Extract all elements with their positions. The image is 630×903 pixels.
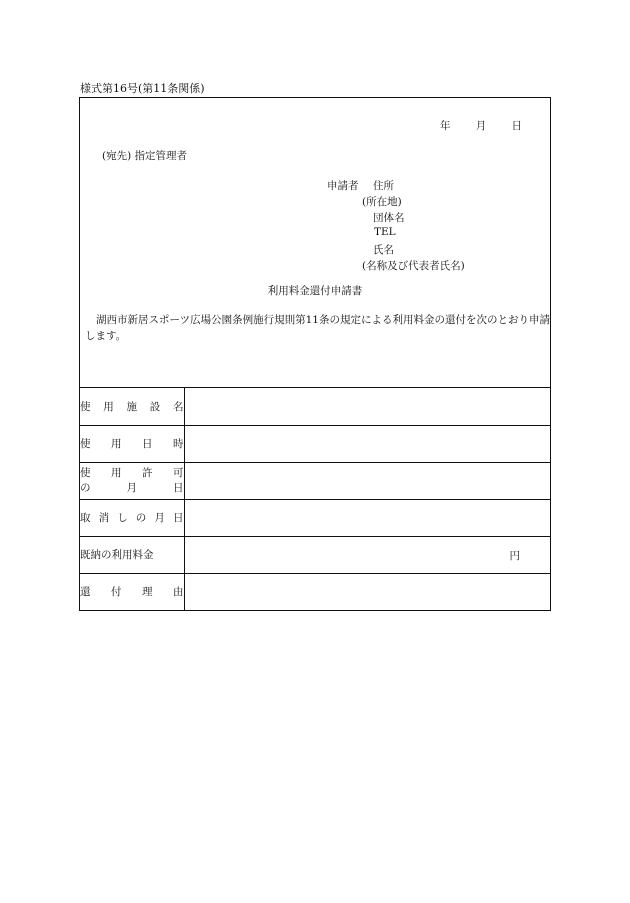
facility-name-label: 使 用 施 設 名 <box>80 388 184 425</box>
application-form <box>79 97 551 611</box>
usage-datetime-field[interactable] <box>184 425 550 462</box>
document-title: 利用料金還付申請書 <box>267 285 363 297</box>
date-day-label: 日 <box>511 120 522 132</box>
applicant-tel-label: TEL <box>374 226 396 238</box>
usage-datetime-label: 使 用 日 時 <box>80 425 184 462</box>
table-row <box>80 425 550 462</box>
permit-date-label: 使 用 許 可 の 月 日 <box>80 462 184 499</box>
addressee: (宛先) 指定管理者 <box>102 150 188 162</box>
items-table <box>80 388 550 610</box>
refund-reason-label: 還 付 理 由 <box>80 573 184 610</box>
form-header-section <box>80 98 550 388</box>
table-row <box>80 536 550 573</box>
applicant-label: 申請者 <box>327 180 359 192</box>
form-number-label: 様式第16号(第11条関係) <box>80 82 205 95</box>
yen-unit-label: 円 <box>509 549 520 562</box>
applicant-address-label: 住所 <box>373 180 394 192</box>
applicant-name-label: 氏名 <box>373 244 394 256</box>
date-line <box>440 118 522 133</box>
table-row <box>80 462 550 499</box>
applicant-group-name-label: 団体名 <box>373 212 405 224</box>
cancellation-date-field[interactable] <box>184 499 550 536</box>
paid-fee-field[interactable] <box>184 536 550 573</box>
table-row <box>80 573 550 610</box>
applicant-location-label: (所在地) <box>362 196 402 208</box>
date-year-label: 年 <box>440 120 451 132</box>
body-text: 湖西市新居スポーツ広場公園条例施行規則第11条の規定による利用料金の還付を次のとおり申請します。 <box>85 314 550 342</box>
permit-date-field[interactable] <box>184 462 550 499</box>
paid-fee-label: 既納の利用料金 <box>80 536 184 573</box>
facility-name-field[interactable] <box>184 388 550 425</box>
date-month-label: 月 <box>475 120 487 132</box>
refund-reason-field[interactable] <box>184 573 550 610</box>
applicant-name-note: (名称及び代表者氏名) <box>362 260 465 272</box>
table-row <box>80 499 550 536</box>
table-row <box>80 388 550 425</box>
cancellation-date-label: 取 消 し の 月 日 <box>80 499 184 536</box>
